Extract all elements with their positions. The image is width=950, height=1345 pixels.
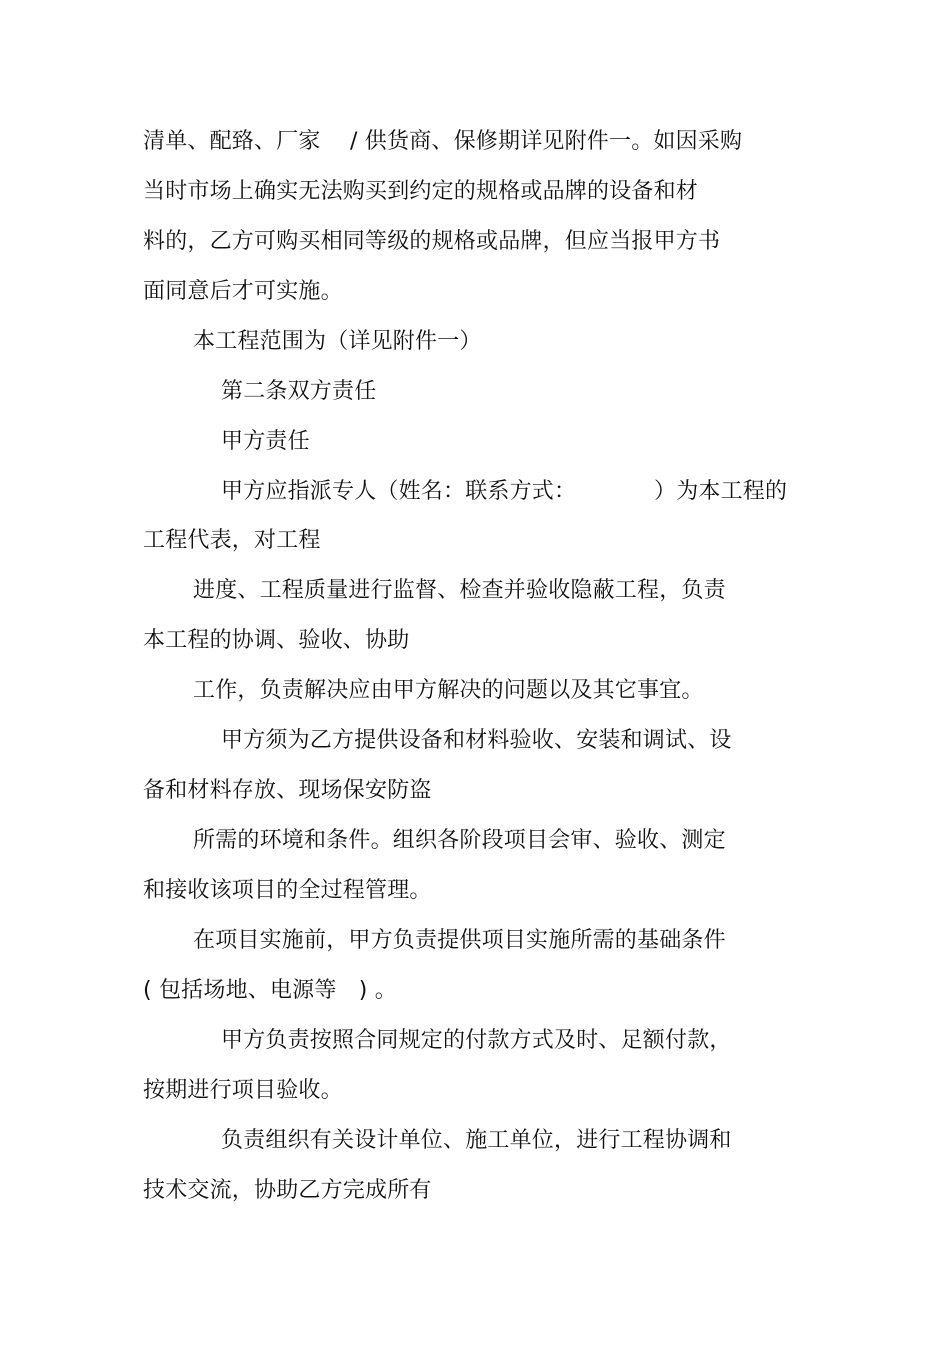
subsection-heading: 甲方责任 — [221, 429, 310, 454]
section-heading: 第二条双方责任 — [221, 379, 377, 404]
text-line: 备和材料存放、现场保安防盗 — [143, 778, 432, 803]
text-line: 甲方应指派专人（姓名：联系方式： ）为本工程的 — [221, 479, 788, 504]
text-line: 甲方负责按照合同规定的付款方式及时、足额付款， — [221, 1028, 732, 1053]
text-line: 工作，负责解决应由甲方解决的问题以及其它事宜。 — [193, 678, 704, 703]
text-line: 在项目实施前，甲方负责提供项目实施所需的基础条件 — [193, 928, 726, 953]
text-line: 本工程范围为（详见附件一） — [193, 329, 482, 354]
text-line: 当时市场上确实无法购买到约定的规格或品牌的设备和材 — [143, 179, 699, 204]
text-line: 按期进行项目验收。 — [143, 1078, 343, 1103]
text-line: 工程代表，对工程 — [143, 528, 321, 553]
text-line: 清单、配臵、厂家 / 供货商、保修期详见附件一。如因采购 — [143, 129, 743, 154]
text-line: 本工程的协调、验收、协助 — [143, 628, 410, 653]
text-line: 所需的环境和条件。组织各阶段项目会审、验收、测定 — [193, 828, 726, 853]
text-line: 进度、工程质量进行监督、检查并验收隐蔽工程，负责 — [193, 578, 726, 603]
text-line: 技术交流，协助乙方完成所有 — [143, 1178, 432, 1203]
text-line: 负责组织有关设计单位、施工单位，进行工程协调和 — [221, 1128, 732, 1153]
text-line: 和接收该项目的全过程管理。 — [143, 878, 432, 903]
text-line: ( 包括场地、电源等 ) 。 — [143, 978, 397, 1003]
text-line: 甲方须为乙方提供设备和材料验收、安装和调试、设 — [221, 728, 732, 753]
text-line: 料的，乙方可购买相同等级的规格或品牌，但应当报甲方书 — [143, 229, 721, 254]
text-line: 面同意后才可实施。 — [143, 279, 343, 304]
